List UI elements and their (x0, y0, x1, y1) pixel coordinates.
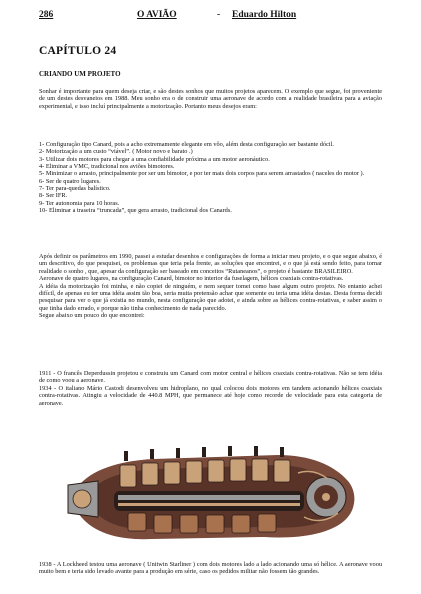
crankcase (114, 491, 304, 511)
header-separator: - (217, 10, 221, 20)
section-title: CRIANDO UM PROJETO (39, 70, 121, 78)
history-paragraph: 1911 - O francês Deperdussin projetou e construiu um Canard com motor central e hélices coaxiais contra-rotativas. Não se tem idéia de como voou a aeronave. (39, 370, 382, 385)
body-paragraph: Segue abaixo um pouco do que encontrei: (39, 312, 145, 320)
page-number: 286 (39, 10, 54, 20)
wishes-list (39, 141, 382, 214)
book-title: O AVIÃO (137, 10, 177, 20)
closing-paragraph (39, 561, 382, 576)
wish-item: 9- Ter autonomia para 10 horas. (39, 199, 120, 207)
body-paragraph: Aeronave de quatro lugares, na configuração Canard, bimotor no interior da fuselagem, hélices coaxiais contra-rotativas. (39, 275, 344, 283)
wish-item: 7- Ter para-quedas balístico. (39, 185, 111, 193)
body-paragraph: A idéia da motorização foi minha, e não copiei de ninguém, e nem sequer tomei como base algum outro projeto. No entanto achei difícil, de apenas eu ter uma idéia assim tão boa, seria muita pretensão achar que somente eu teria uma idéia destas. Desta forma decidi pesquisar para ver o que já existia no mundo, nesta configuração que adotei, e ainda sobre as hélices contra-rotativas, e saber assim o que tinha dado errado, e porque não tinha conhecimento de nada parecido. (39, 282, 382, 312)
wish-item: 6- Ser de quatro lugares. (39, 177, 101, 185)
history-section (39, 370, 382, 407)
cutaway-engine-illustration (58, 437, 366, 552)
wish-item: 8- Ser IFR. (39, 192, 68, 200)
wish-item: 2- Motorização a um custo “viável”. ( Motor novo e barato .) (39, 148, 193, 156)
body-section (39, 253, 382, 320)
wish-item: 1- Configuração tipo Canard, pois a acho extremamente elegante em vôo, além desta configuração ser bastante dócil. (39, 141, 334, 148)
history-paragraph: 1934 - O italiano Mário Castodi desenvolveu um hidroplano, no qual colocou dois motores em tandem acionando hélices coaxiais contra-rotativas. Atingiu a velocidade de 440.8 MPH, que permanece até hoje como recorde de velocidade para esta categoria de aeronave. (39, 384, 382, 407)
wish-item: 4- Eliminar a VMC, tradicional nos aviões bimotores. (39, 163, 175, 171)
intro-text: Sonhar é importante para quem deseja criar, e são destes sonhos que muitos projetos aparecem. O exemplo que segue, foi proveniente de um destes desvaneios em 1988. Meu sonho era o de construir uma aeronave de acordo com a realidade brasileira para a aviação experimental, e isso incluí principalmente a motorização. Portanto meus desejos eram: (39, 88, 382, 110)
chapter-title: CAPÍTULO 24 (39, 45, 117, 57)
author-name: Eduardo Hilton (232, 10, 297, 20)
intro-paragraph (39, 88, 382, 110)
gearbox (68, 481, 98, 517)
wish-item: 3- Utilizar dois motores para chegar a uma confiabilidade próxima a um motor aeronáutico. (39, 155, 270, 163)
wish-item: 5- Minimizar o arrasto, principalmente por ser um bimotor, e por ter mais dois corpos para serem arrastados ( naceles do motor ). (39, 170, 365, 178)
wish-item: 10- Eliminar a traseira “truncada”, que gera arrasto, tradicional dos Canards. (39, 207, 232, 215)
closing-text: 1938 - A Lockheed testou uma aeronave ( Unitwin Starliner ) com dois motores lado a lado acionando uma só hélice. A aeronave voou muito bem e teria sido levado avante para a produção em série, caso os pedidos militar não fossem tão grandes. (39, 561, 382, 576)
body-paragraph: Após definir os parâmetros em 1990, passei a estudar desenhos e configurações de forma a iniciar meu projeto, e o que segue abaixo, é um descritivo, do que pesquisei, os problemas que teria pela frente, as soluções que encontrei, e o que já está sendo feito, para tornar realidade o sonho , que, apesar da configuração ser baseado em conceitos “Rutaneanos”, o projeto é bastante BRASILEIRO. (39, 253, 382, 275)
running-header (39, 10, 382, 24)
supercharger (306, 477, 346, 517)
